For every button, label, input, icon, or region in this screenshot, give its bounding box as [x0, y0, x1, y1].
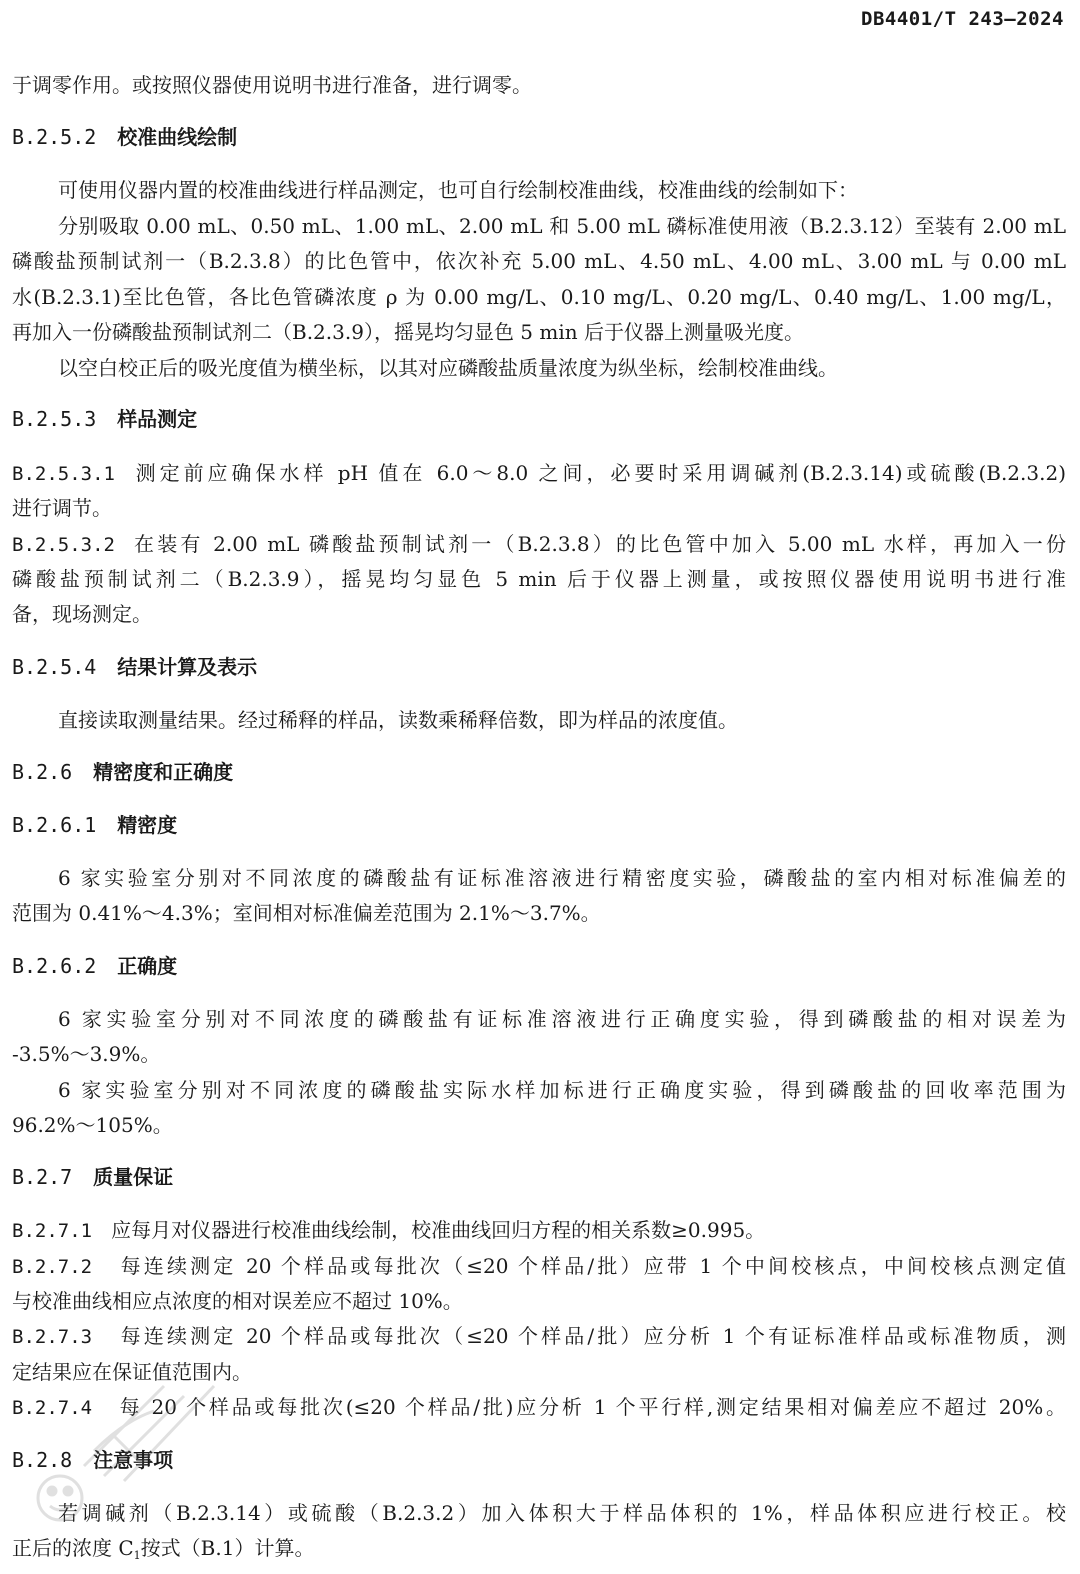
- clause-text: 每连续测定 20 个样品或每批次（≤20 个样品/批）应带 1 个中间校核点，中间校核点测定值: [120, 1254, 1066, 1278]
- section-title: 结果计算及表示: [117, 655, 258, 679]
- text-line: 6 家实验室分别对不同浓度的磷酸盐有证标准溶液进行精密度实验，磷酸盐的室内相对标准偏差的: [58, 866, 1066, 890]
- text-line: 再加入一份磷酸盐预制试剂二（B.2.3.9），摇晃均匀显色 5 min 后于仪器上测量吸光度。: [12, 320, 804, 344]
- section-number: B.2.6: [12, 760, 73, 784]
- text-line: 备，现场测定。: [12, 602, 152, 626]
- text-line: 以空白校正后的吸光度值为横坐标，以其对应磷酸盐质量浓度为纵坐标，绘制校准曲线。: [58, 356, 838, 380]
- text-line: 进行调节。: [12, 496, 112, 520]
- text-line: 6 家实验室分别对不同浓度的磷酸盐实际水样加标进行正确度实验，得到磷酸盐的回收率范围为: [58, 1078, 1066, 1102]
- text-line: -3.5%～3.9%。: [12, 1042, 161, 1066]
- section-number: B.2.5.2: [12, 125, 97, 149]
- section-title: 注意事项: [93, 1448, 174, 1472]
- clause-number: B.2.7.2: [12, 1256, 93, 1278]
- text-line: 磷酸盐预制试剂一（B.2.3.8）的比色管中，依次补充 5.00 mL、4.50 mL、4.00 mL、3.00 mL 与 0.00 mL: [12, 249, 1066, 273]
- section-title: 精密度和正确度: [93, 760, 234, 784]
- clause-b272: [12, 1251, 1066, 1281]
- section-heading-b28: [12, 1445, 173, 1475]
- clause-b2531: [12, 458, 1066, 488]
- clause-b273: [12, 1321, 1066, 1351]
- text-line: 分别吸取 0.00 mL、0.50 mL、1.00 mL、2.00 mL 和 5.00 mL 磷标准使用液（B.2.3.12）至装有 2.00 mL: [58, 214, 1066, 238]
- section-number: B.2.5.3: [12, 407, 97, 431]
- clause-b274: [12, 1392, 1066, 1422]
- section-heading-b253: [12, 404, 197, 434]
- text-fragment: 按式（B.1）计算。: [140, 1536, 315, 1560]
- text-line: 定结果应在保证值范围内。: [12, 1360, 252, 1384]
- section-heading-b26: [12, 757, 233, 787]
- formula-reference-line: [12, 1533, 1066, 1571]
- text-line: 直接读取测量结果。经过稀释的样品，读数乘稀释倍数，即为样品的浓度值。: [58, 708, 738, 732]
- section-number: B.2.5.4: [12, 655, 97, 679]
- section-heading-b252: [12, 122, 237, 152]
- section-title: 精密度: [117, 813, 178, 837]
- standard-code: DB4401/T 243—2024: [861, 8, 1064, 30]
- section-number: B.2.6.1: [12, 813, 97, 837]
- section-heading-b254: [12, 652, 257, 682]
- clause-text: 测定前应确保水样 pH 值在 6.0～8.0 之间，必要时采用调碱剂(B.2.3.14)或硫酸(B.2.3.2): [135, 461, 1066, 485]
- section-title: 校准曲线绘制: [117, 125, 238, 149]
- clause-number: B.2.7.4: [12, 1397, 93, 1419]
- text-line: 6 家实验室分别对不同浓度的磷酸盐有证标准溶液进行正确度实验，得到磷酸盐的相对误差为: [58, 1007, 1066, 1031]
- section-heading-b262: [12, 951, 177, 981]
- section-number: B.2.8: [12, 1448, 73, 1472]
- clause-b271: [12, 1215, 1066, 1246]
- text-line: 范围为 0.41%～4.3%；室间相对标准偏差范围为 2.1%～3.7%。: [12, 901, 601, 925]
- text-line: 96.2%～105%。: [12, 1113, 173, 1137]
- clause-number: B.2.7.1: [12, 1220, 93, 1242]
- clause-text: 每连续测定 20 个样品或每批次（≤20 个样品/批）应分析 1 个有证标准样品或标准物质，测: [120, 1324, 1066, 1348]
- section-heading-b27: [12, 1162, 173, 1192]
- clause-number: B.2.5.3.1: [12, 463, 115, 485]
- text-line: 磷酸盐预制试剂二（B.2.3.9），摇晃均匀显色 5 min 后于仪器上测量，或按照仪器使用说明书进行准: [12, 567, 1066, 591]
- clause-text: 每 20 个样品或每批次(≤20 个样品/批)应分析 1 个平行样,测定结果相对偏差应不超过 20%。: [119, 1395, 1066, 1419]
- section-title: 质量保证: [93, 1165, 174, 1189]
- section-title: 样品测定: [117, 407, 198, 431]
- clause-b2532: [12, 529, 1066, 559]
- subscript: 1: [133, 1549, 141, 1562]
- text-line: 可使用仪器内置的校准曲线进行样品测定，也可自行绘制校准曲线，校准曲线的绘制如下：: [58, 178, 858, 202]
- section-number: B.2.7: [12, 1165, 73, 1189]
- section-number: B.2.6.2: [12, 954, 97, 978]
- clause-text: 在装有 2.00 mL 磷酸盐预制试剂一（B.2.3.8）的比色管中加入 5.00 mL 水样，再加入一份: [134, 532, 1066, 556]
- text-line: 若调碱剂（B.2.3.14）或硫酸（B.2.3.2）加入体积大于样品体积的 1%，样品体积应进行校正。校: [58, 1501, 1066, 1525]
- section-heading-b261: [12, 810, 177, 840]
- text-fragment: 正后的浓度 C: [12, 1536, 134, 1560]
- text-line: 于调零作用。或按照仪器使用说明书进行准备，进行调零。: [12, 73, 532, 97]
- clause-number: B.2.7.3: [12, 1326, 93, 1348]
- clause-text: 应每月对仪器进行校准曲线绘制，校准曲线回归方程的相关系数≥0.995。: [111, 1218, 766, 1242]
- section-title: 正确度: [117, 954, 178, 978]
- text-line: 水(B.2.3.1)至比色管，各比色管磷浓度 ρ 为 0.00 mg/L、0.10 mg/L、0.20 mg/L、0.40 mg/L、1.00 mg/L，: [12, 285, 1066, 309]
- clause-number: B.2.5.3.2: [12, 534, 115, 556]
- text-line: 与校准曲线相应点浓度的相对误差应不超过 10%。: [12, 1289, 463, 1313]
